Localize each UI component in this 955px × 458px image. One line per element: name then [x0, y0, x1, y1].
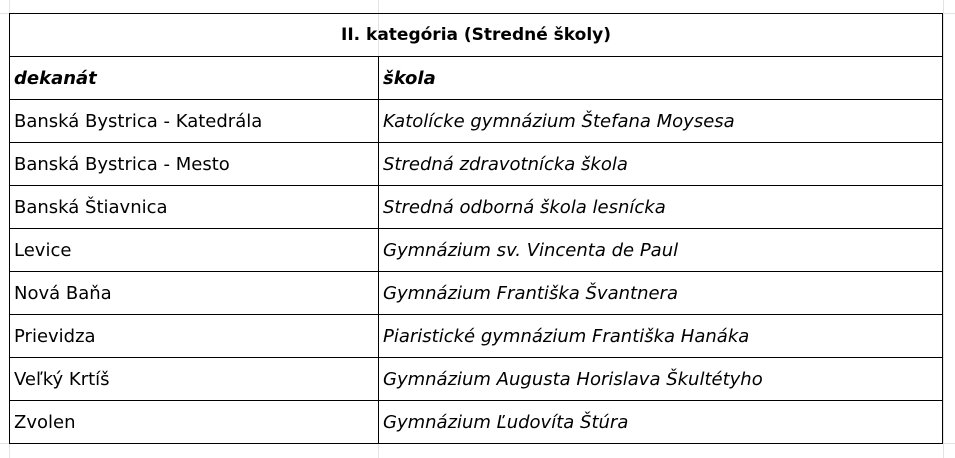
grid-line	[943, 0, 944, 458]
school-cell[interactable]: Stredná zdravotnícka škola	[379, 143, 943, 186]
title-row	[10, 14, 943, 57]
header-cell-skola[interactable]: škola	[379, 57, 943, 100]
table-row	[10, 315, 943, 358]
deanery-cell[interactable]: Prievidza	[10, 315, 379, 358]
table-row	[10, 358, 943, 401]
deanery-cell[interactable]: Zvolen	[10, 401, 379, 444]
table-row	[10, 272, 943, 315]
table-title-cell[interactable]: II. kategória (Stredné školy)	[10, 14, 943, 57]
deanery-cell[interactable]: Banská Bystrica - Mesto	[10, 143, 379, 186]
deanery-cell[interactable]: Banská Bystrica - Katedrála	[10, 100, 379, 143]
deanery-cell[interactable]: Banská Štiavnica	[10, 186, 379, 229]
deanery-cell[interactable]: Nová Baňa	[10, 272, 379, 315]
table-row	[10, 143, 943, 186]
school-cell[interactable]: Stredná odborná škola lesnícka	[379, 186, 943, 229]
header-row	[10, 57, 943, 100]
school-cell[interactable]: Katolícke gymnázium Štefana Moysesa	[379, 100, 943, 143]
spreadsheet-table	[9, 13, 943, 444]
deanery-cell[interactable]: Levice	[10, 229, 379, 272]
header-cell-dekanat[interactable]: dekanát	[10, 57, 379, 100]
deanery-cell[interactable]: Veľký Krtíš	[10, 358, 379, 401]
school-cell[interactable]: Gymnázium Františka Švantnera	[379, 272, 943, 315]
school-cell[interactable]: Gymnázium Augusta Horislava Škultétyho	[379, 358, 943, 401]
table-row	[10, 186, 943, 229]
school-cell[interactable]: Piaristické gymnázium Františka Hanáka	[379, 315, 943, 358]
table-row	[10, 100, 943, 143]
school-cell[interactable]: Gymnázium Ľudovíta Štúra	[379, 401, 943, 444]
school-cell[interactable]: Gymnázium sv. Vincenta de Paul	[379, 229, 943, 272]
table-row	[10, 229, 943, 272]
table-row	[10, 401, 943, 444]
